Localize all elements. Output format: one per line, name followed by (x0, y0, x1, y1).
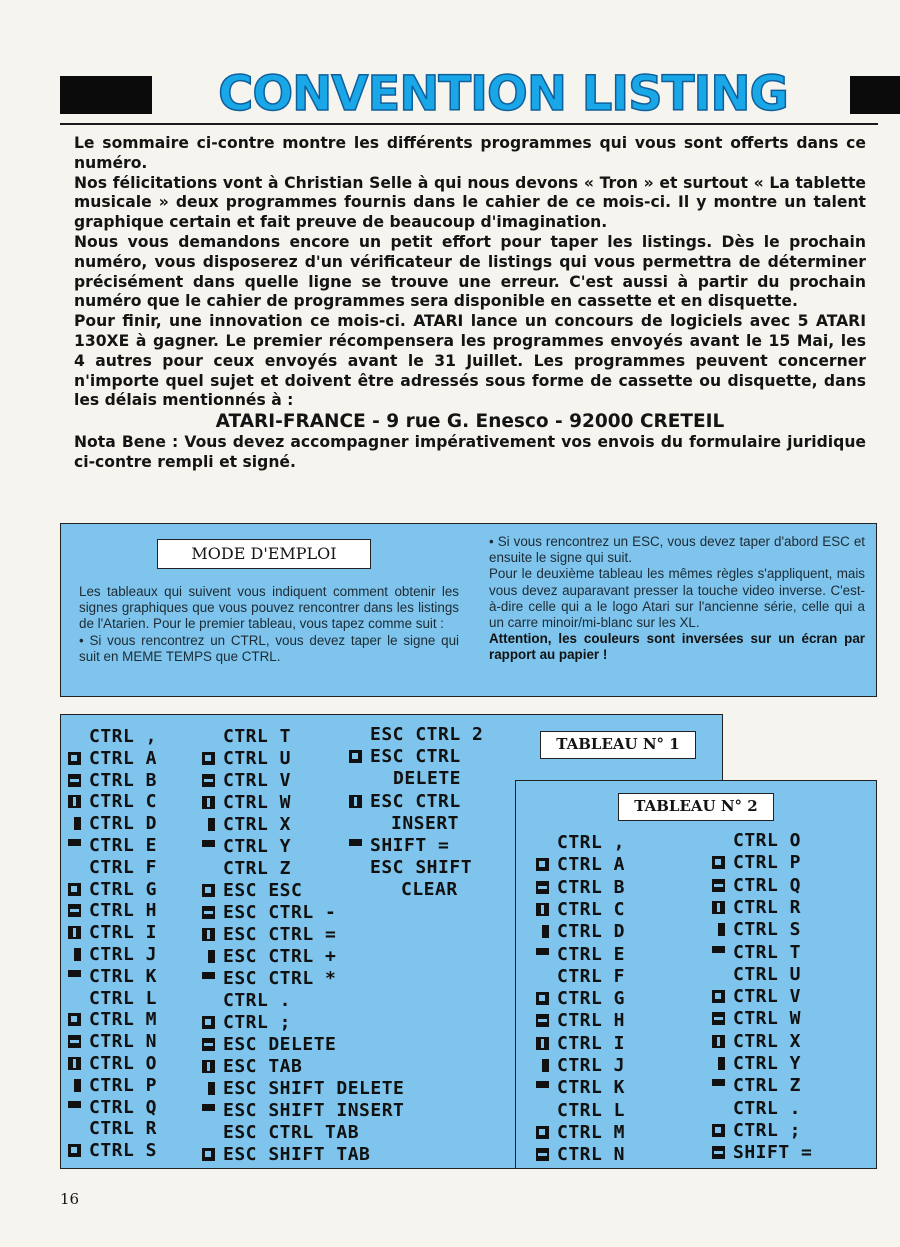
graphic-character-icon (536, 948, 549, 961)
key-combination: DELETE (393, 768, 462, 790)
graphic-character-icon (536, 1081, 549, 1094)
key-combination: ESC SHIFT INSERT (223, 1100, 405, 1121)
graphic-character-icon (202, 1060, 215, 1073)
key-entry (202, 1122, 359, 1144)
key-combination: ESC CTRL * (223, 968, 337, 989)
title-left-block (60, 76, 152, 114)
key-entry (536, 966, 625, 988)
key-combination: CLEAR (401, 879, 458, 901)
nota-bene: Nota Bene : Vous devez accompagner impérativement vos envois du formulaire juridique ci-contre rempli et signé. (74, 433, 866, 471)
key-combination: CTRL S (89, 1140, 158, 1162)
key-entry (712, 1098, 801, 1120)
graphic-character-icon (712, 901, 725, 914)
graphic-character-icon (202, 906, 215, 919)
key-entry (68, 922, 157, 944)
key-entry (202, 1078, 404, 1100)
mode-emploi-box (60, 523, 877, 697)
key-entry (536, 1010, 625, 1032)
key-entry (712, 1031, 801, 1053)
graphic-character-icon (202, 1038, 215, 1051)
graphic-character-icon (536, 1148, 549, 1161)
title-right-block (850, 76, 900, 114)
mode-emploi-intro: Les tableaux qui suivent vous indiquent comment obtenir les signes graphiques que vous pouvez rencontrer dans les listings de l'Atarien. Pour le premier tableau, vous tapez comme suit : (79, 584, 459, 632)
key-entry (349, 835, 449, 857)
key-entry (68, 726, 157, 748)
mode-emploi-label: MODE D'EMPLOI (157, 539, 371, 569)
key-entry (202, 726, 291, 748)
key-combination: ESC SHIFT TAB (223, 1144, 371, 1165)
graphic-character-icon (68, 883, 81, 896)
graphic-character-icon (536, 836, 549, 849)
graphic-character-icon (712, 856, 725, 869)
graphic-character-icon (536, 1126, 549, 1139)
key-entry (68, 1075, 157, 1097)
key-combination: INSERT (391, 812, 460, 834)
key-entry (202, 1012, 291, 1034)
key-combination: ESC CTRL + (223, 946, 337, 967)
key-combination: CTRL L (557, 1099, 626, 1121)
key-combination: CTRL Z (223, 858, 292, 879)
key-combination: CTRL T (733, 941, 802, 963)
intro-paragraph-2: Nos félicitations vont à Christian Selle à qui nous devons « Tron » et surtout « La tablette musicale » deux programmes fournis dans le cahier de ce mois-ci. Il y montre un talent graphique certain et fait preuve de beaucoup d'imagination. (74, 173, 866, 232)
key-entry (202, 1056, 302, 1078)
key-combination: ESC CTRL TAB (223, 1122, 360, 1143)
key-combination: CTRL F (89, 856, 158, 878)
graphic-character-icon (202, 796, 215, 809)
key-entry (536, 899, 625, 921)
key-combination: CTRL V (733, 986, 802, 1008)
graphic-character-icon (202, 818, 215, 831)
key-entry (202, 858, 291, 880)
graphic-character-icon (536, 992, 549, 1005)
graphic-character-icon (68, 904, 81, 917)
key-combination: CTRL O (733, 830, 802, 851)
key-combination: CTRL E (89, 835, 158, 856)
graphic-character-icon (68, 774, 81, 787)
key-entry (68, 770, 157, 792)
key-entry (68, 988, 157, 1010)
key-entry (68, 1097, 157, 1119)
key-combination: CTRL G (557, 988, 626, 1010)
key-combination: CTRL J (557, 1055, 626, 1076)
key-combination: CTRL D (557, 921, 626, 943)
graphic-character-icon (536, 903, 549, 916)
key-entry (202, 748, 291, 770)
key-entry (712, 919, 801, 941)
graphic-character-icon (68, 1057, 81, 1070)
graphic-character-icon (712, 834, 725, 847)
key-entry (712, 942, 801, 964)
key-entry (68, 791, 157, 813)
key-entry (712, 875, 801, 897)
graphic-character-icon (68, 839, 81, 852)
key-entry (68, 1053, 157, 1075)
key-entry (202, 814, 291, 836)
graphic-character-icon (712, 1124, 725, 1137)
key-combination: CTRL R (733, 896, 802, 918)
key-combination: ESC CTRL - (223, 902, 337, 923)
graphic-character-icon (202, 994, 215, 1007)
graphic-character-icon (202, 1148, 215, 1161)
title-bar (60, 66, 878, 122)
mode-emploi-esc-rule: • Si vous rencontrez un ESC, vous devez taper d'abord ESC et ensuite le signe qui suit. (489, 534, 865, 566)
key-combination: CTRL V (223, 770, 292, 791)
graphic-character-icon (202, 1016, 215, 1029)
graphic-character-icon (349, 839, 362, 852)
graphic-character-icon (68, 861, 81, 874)
graphic-character-icon (349, 861, 362, 874)
graphic-character-icon (68, 1035, 81, 1048)
graphic-character-icon (712, 879, 725, 892)
key-entry (68, 900, 157, 922)
key-combination: CTRL M (557, 1121, 626, 1143)
key-entry (68, 1118, 157, 1140)
key-combination: CTRL X (223, 814, 292, 835)
intro-paragraph-4: Pour finir, une innovation ce mois-ci. ATARI lance un concours de logiciels avec 5 ATARI 130XE à gagner. Le premier récompensera les programmes envoyés avant le 15 Mai, les 4 autres pour ceux envoyés avant le 31 Juillet. Les programmes peuvent concerner n'importe quel sujet et doivent être adressés sous forme de cassette ou disquette, dans les délais mentionnés à : (74, 312, 866, 410)
graphic-character-icon (202, 730, 215, 743)
key-entry (202, 836, 291, 858)
graphic-character-icon (536, 1037, 549, 1050)
graphic-character-icon (68, 926, 81, 939)
key-combination: CTRL R (89, 1118, 158, 1140)
key-combination: CTRL S (733, 919, 802, 941)
tableau-2-label: TABLEAU N° 2 (618, 793, 774, 821)
graphic-character-icon (536, 925, 549, 938)
key-combination: CTRL N (89, 1031, 158, 1053)
key-entry (349, 857, 472, 879)
graphic-character-icon (349, 728, 362, 741)
key-entry (536, 1055, 625, 1077)
graphic-character-icon (712, 1035, 725, 1048)
key-entry (536, 832, 625, 854)
graphic-character-icon (68, 1013, 81, 1026)
intro-paragraph-1: Le sommaire ci-contre montre les différents programmes qui vous sont offerts dans ce numéro. (74, 134, 866, 172)
graphic-character-icon (68, 1144, 81, 1157)
key-entry (202, 1144, 370, 1166)
key-combination: CTRL , (89, 726, 158, 747)
key-entry (202, 946, 336, 968)
key-combination: CTRL A (557, 854, 626, 876)
mode-emploi-right (489, 534, 865, 664)
key-combination: CTRL ; (733, 1119, 802, 1141)
key-entry (536, 877, 625, 899)
key-entry (536, 854, 625, 876)
key-entry (536, 1077, 625, 1099)
key-combination: CTRL B (557, 876, 626, 898)
graphic-character-icon (202, 928, 215, 941)
key-combination: CTRL I (89, 922, 158, 944)
key-entry (202, 880, 302, 902)
graphic-character-icon (712, 1079, 725, 1092)
mode-emploi-inverse-rule: Pour le deuxième tableau les mêmes règles s'appliquent, mais vous devez auparavant presser la touche video inverse. C'est-à-dire celle qui a le logo Atari sur l'ancienne série, celle qui a un carre minoir/mi-blanc sur les XL. (489, 566, 865, 631)
key-combination: CTRL U (223, 748, 292, 769)
key-combination: ESC SHIFT (370, 857, 473, 879)
key-entry (202, 770, 291, 792)
key-combination: CTRL A (89, 747, 158, 769)
key-entry (68, 1140, 157, 1162)
key-entry (712, 1008, 801, 1030)
key-entry (68, 966, 157, 988)
key-combination: CTRL C (89, 791, 158, 813)
key-combination: CTRL W (223, 792, 292, 813)
mode-emploi-ctrl-rule: • Si vous rencontrez un CTRL, vous devez taper le signe qui suit en MEME TEMPS que CTRL. (79, 632, 459, 664)
key-entry (202, 1034, 336, 1056)
graphic-character-icon (536, 1104, 549, 1117)
page-title: CONVENTION LISTING (218, 66, 788, 122)
key-entry (393, 768, 461, 790)
key-entry (536, 1033, 625, 1055)
key-combination: CTRL . (733, 1097, 802, 1119)
graphic-character-icon (202, 1082, 215, 1095)
graphic-character-icon (536, 881, 549, 894)
key-combination: CTRL O (89, 1053, 158, 1074)
graphic-character-icon (68, 1122, 81, 1135)
key-entry (202, 792, 291, 814)
key-combination: CTRL T (223, 726, 292, 747)
graphic-character-icon (712, 1146, 725, 1159)
key-combination: CTRL C (557, 898, 626, 920)
key-entry (68, 1031, 157, 1053)
graphic-character-icon (536, 858, 549, 871)
mode-emploi-warning: Attention, les couleurs sont inversées sur un écran par rapport au papier ! (489, 631, 865, 663)
graphic-character-icon (202, 840, 215, 853)
key-entry (712, 830, 801, 852)
graphic-character-icon (712, 1102, 725, 1115)
key-combination: CTRL J (89, 944, 158, 965)
key-entry (202, 1100, 404, 1122)
key-entry (349, 724, 483, 746)
graphic-character-icon (349, 795, 362, 808)
graphic-character-icon (202, 884, 215, 897)
key-combination: ESC SHIFT DELETE (223, 1078, 405, 1099)
graphic-character-icon (68, 795, 81, 808)
key-combination: CTRL N (557, 1144, 626, 1166)
title-rule (60, 123, 878, 125)
key-entry (712, 986, 801, 1008)
key-entry (202, 902, 336, 924)
key-entry (202, 968, 336, 990)
graphic-character-icon (536, 1059, 549, 1072)
key-entry (712, 852, 801, 874)
contest-address: ATARI-FRANCE - 9 rue G. Enesco - 92000 CRETEIL (215, 411, 725, 433)
graphic-character-icon (202, 1104, 215, 1117)
key-combination: ESC CTRL (370, 746, 461, 768)
tableau-1-label: TABLEAU N° 1 (540, 731, 696, 759)
key-combination: SHIFT = (370, 835, 450, 856)
graphic-character-icon (712, 923, 725, 936)
key-entry (536, 1144, 625, 1166)
mode-emploi-left (79, 584, 459, 665)
graphic-character-icon (536, 970, 549, 983)
key-combination: SHIFT = (733, 1142, 813, 1164)
graphic-character-icon (202, 972, 215, 985)
key-entry (712, 964, 801, 986)
graphic-character-icon (68, 1079, 81, 1092)
key-entry (68, 835, 157, 857)
key-entry (536, 944, 625, 966)
key-combination: CTRL ; (223, 1012, 292, 1033)
page-number: 16 (60, 1190, 80, 1208)
graphic-character-icon (349, 750, 362, 763)
key-entry (68, 813, 157, 835)
key-combination: CTRL U (733, 963, 802, 985)
graphic-character-icon (712, 990, 725, 1003)
graphic-character-icon (68, 752, 81, 765)
key-combination: ESC ESC (223, 880, 303, 901)
key-combination: CTRL M (89, 1009, 158, 1031)
key-combination: CTRL B (89, 769, 158, 791)
graphic-character-icon (202, 752, 215, 765)
key-combination: CTRL F (557, 965, 626, 987)
graphic-character-icon (712, 968, 725, 981)
key-combination: ESC CTRL = (223, 924, 337, 945)
graphic-character-icon (68, 730, 81, 743)
key-entry (712, 897, 801, 919)
key-combination: CTRL E (557, 943, 626, 965)
key-combination: CTRL P (89, 1074, 158, 1096)
key-combination: ESC TAB (223, 1056, 303, 1077)
key-combination: CTRL , (557, 832, 626, 853)
key-combination: CTRL G (89, 878, 158, 900)
graphic-character-icon (202, 774, 215, 787)
key-entry (68, 879, 157, 901)
key-entry (536, 1100, 625, 1122)
graphic-character-icon (202, 1126, 215, 1139)
key-combination: CTRL X (733, 1030, 802, 1052)
graphic-character-icon (202, 862, 215, 875)
key-combination: CTRL K (557, 1077, 626, 1099)
key-combination: CTRL L (89, 987, 158, 1009)
key-combination: CTRL Y (733, 1053, 802, 1074)
key-combination: ESC DELETE (223, 1034, 337, 1055)
key-entry (536, 1122, 625, 1144)
key-combination: CTRL Y (223, 836, 292, 857)
key-combination: CTRL I (557, 1032, 626, 1054)
graphic-character-icon (68, 817, 81, 830)
key-entry (536, 988, 625, 1010)
key-entry (68, 944, 157, 966)
graphic-character-icon (68, 1101, 81, 1114)
graphic-character-icon (712, 946, 725, 959)
key-combination: CTRL H (557, 1010, 626, 1032)
key-combination: CTRL K (89, 965, 158, 987)
key-combination: CTRL P (733, 852, 802, 874)
graphic-character-icon (536, 1014, 549, 1027)
graphic-character-icon (68, 948, 81, 961)
key-combination: CTRL Z (733, 1075, 802, 1097)
intro-text (74, 134, 866, 473)
key-entry (536, 921, 625, 943)
key-entry (68, 748, 157, 770)
key-combination: CTRL Q (733, 874, 802, 896)
key-entry (349, 791, 461, 813)
key-entry (68, 857, 157, 879)
key-entry (401, 879, 458, 901)
key-entry (391, 813, 459, 835)
key-combination: ESC CTRL (370, 790, 461, 812)
key-combination: CTRL W (733, 1008, 802, 1030)
graphic-character-icon (712, 1012, 725, 1025)
graphic-character-icon (68, 970, 81, 983)
key-entry (712, 1075, 801, 1097)
intro-paragraph-3: Nous vous demandons encore un petit effort pour taper les listings. Dès le prochain numéro, vous disposerez d'un vérificateur de listings qui vous permettra de déterminer précisément dans quelle ligne se trouve une erreur. C'est aussi à partir du prochain numéro que le cahier de programmes sera disponible en cassette et en disquette. (74, 232, 866, 311)
key-entry (349, 746, 461, 768)
key-entry (712, 1053, 801, 1075)
key-combination: CTRL . (223, 990, 292, 1011)
key-entry (202, 924, 336, 946)
key-combination: ESC CTRL 2 (370, 724, 484, 745)
key-entry (202, 990, 291, 1012)
graphic-character-icon (68, 992, 81, 1005)
graphic-character-icon (202, 950, 215, 963)
key-entry (68, 1009, 157, 1031)
key-combination: CTRL D (89, 813, 158, 835)
key-entry (712, 1142, 812, 1164)
key-combination: CTRL Q (89, 1096, 158, 1118)
graphic-character-icon (712, 1057, 725, 1070)
key-combination: CTRL H (89, 900, 158, 922)
key-entry (712, 1120, 801, 1142)
